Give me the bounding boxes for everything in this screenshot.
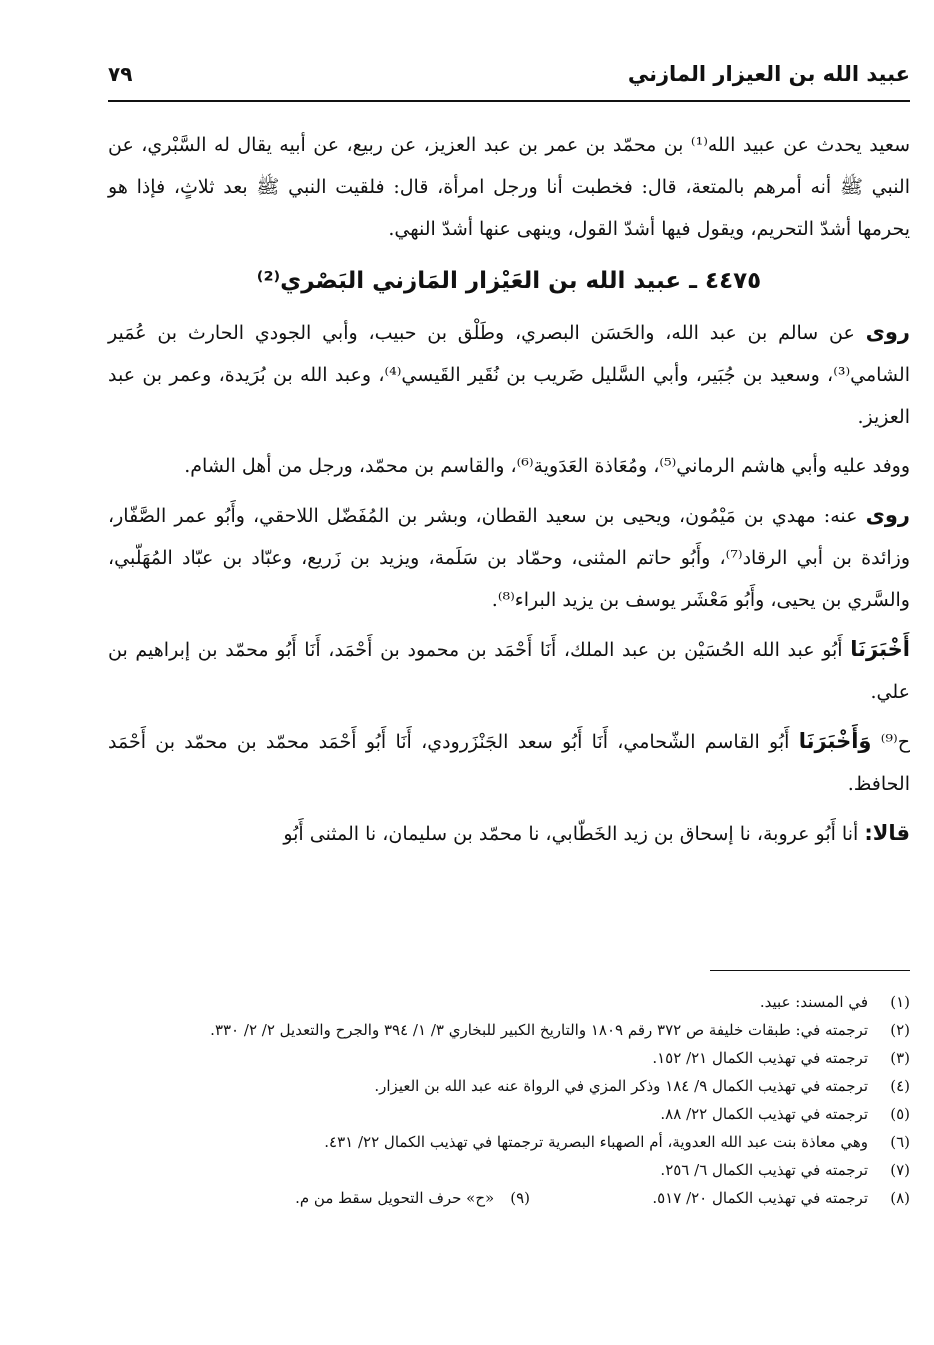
footnote-number: (٣) xyxy=(890,1049,910,1067)
keyword-akhbarana: أَخْبَرَنَا xyxy=(850,637,910,661)
running-title: عبيد الله بن العيزار المازني xyxy=(627,62,910,86)
footnote xyxy=(108,1128,910,1156)
footnote-number: (٢) xyxy=(890,1021,910,1039)
footnote xyxy=(108,988,910,1016)
page-number: ٧٩ xyxy=(108,62,133,86)
footnote-number: (٨) xyxy=(890,1189,910,1207)
paragraph-7 xyxy=(108,812,910,855)
footnote-number: (٥) xyxy=(890,1105,910,1123)
footnote-number: (١) xyxy=(890,993,910,1011)
footnotes xyxy=(108,988,910,1212)
footnote-number: (٦) xyxy=(890,1133,910,1151)
footnote-row xyxy=(108,1184,910,1212)
footnote xyxy=(652,1184,910,1212)
paragraph-1: سعيد يحدث عن عبيد الله⁽¹⁾ بن محمّد بن عمر بن عبد العزيز، عن ربيع، عن أبيه يقال له السَّبْري، عن النبي ﷺ أنه أمرهم بالمتعة، قال: فخطبت أنا ورجل امرأة، قال: فلقيت النبي ﷺ بعد ثلاثٍ، فإذا هو يحرمها أشدّ التحريم، ويقول فيها أشدّ القول، وينهى عنها أشدّ النهي. xyxy=(108,134,910,240)
footnote xyxy=(108,1156,910,1184)
footnote xyxy=(108,1016,910,1044)
footnote-text: وهي معاذة بنت عبد الله العدوية، أم الصهباء البصرية ترجمتها في تهذيب الكمال ٢٢/ ٤٣١. xyxy=(324,1133,868,1151)
footnote-rule xyxy=(710,970,910,971)
footnote-text: ترجمته في: طبقات خليفة ص ٣٧٢ رقم ١٨٠٩ والتاريخ الكبير للبخاري ٣/ ١/ ٣٩٤ والجرح والتعديل ٢/ ٢/ ٣٣٠. xyxy=(210,1021,868,1039)
paragraph-5-text: أَبُو عبد الله الحُسَيْن بن عبد الملك، أَنَا أَحْمَد بن محمود بن أَحْمَد، أَنَا أَبُو محمّد بن إبراهيم بن علي. xyxy=(108,639,910,703)
footnote-text: ترجمته في تهذيب الكمال ٢٢/ ٨٨. xyxy=(660,1105,868,1123)
paragraph-4 xyxy=(108,494,910,621)
footnote-number: (٤) xyxy=(890,1077,910,1095)
footnote-number: (٩) xyxy=(510,1189,530,1207)
footnote xyxy=(108,1100,910,1128)
paragraph-2 xyxy=(108,311,910,438)
footnote-text: ترجمته في تهذيب الكمال ٦/ ٢٥٦. xyxy=(660,1161,868,1179)
paragraph-7-text: أنا أَبُو عروبة، نا إسحاق بن زيد الخَطّابي، نا محمّد بن سليمان، نا المثنى أَبُو xyxy=(283,823,865,845)
paragraph-4-text: عنه: مهدي بن مَيْمُون، ويحيى بن سعيد القطان، وبشر بن المُفَضّل اللاحقي، وأَبُو عمر الصَّفّار، وزائدة بن أبي الرقاد⁽⁷⁾، وأَبُو حاتم المثنى، وحمّاد بن سَلَمة، ويزيد بن زَريع، وعبّاد بن عبّاد المُهَلّبي، والسَّري بن يحيى، وأَبُو مَعْشَر يوسف بن يزيد البراء⁽⁸⁾. xyxy=(108,505,910,611)
paragraph-6 xyxy=(108,720,910,805)
footnote xyxy=(295,1184,530,1212)
keyword-wa-akhbarana: وَأَخْبَرَنَا xyxy=(798,729,872,753)
footnote-text: ترجمته في تهذيب الكمال ٢١/ ١٥٢. xyxy=(652,1049,868,1067)
keyword-qala: قالا: xyxy=(864,821,910,845)
main-text xyxy=(108,124,910,862)
footnote-text: في المسند: عبيد. xyxy=(759,993,868,1011)
paragraph-2-text: عن سالم بن عبد الله، والحَسَن البصري، وطَلْق بن حبيب، وأبي الجودي الحارث بن عُمَير الشامي⁽³⁾، وسعيد بن جُبَير، وأبي السَّليل ضَريب بن نُقَير القَيسي⁽⁴⁾، وعبد الله بن بُرَيدة، وعمر بن عبد العزيز. xyxy=(108,322,910,428)
entry-heading: ٤٤٧٥ ـ عبيد الله بن العَيْزار المَازني البَصْري⁽²⁾ xyxy=(256,268,762,294)
footnote-text: «ح» حرف التحويل سقط من م. xyxy=(295,1189,495,1207)
footnote xyxy=(108,1044,910,1072)
paragraph-6-text: أَبُو القاسم الشّحامي، أَنَا أَبُو سعد الجَنْزَرودي، أَنَا أَبُو أَحْمَد محمّد بن محمّد بن أَحْمَد الحافظ. xyxy=(108,731,910,795)
footnote-text: ترجمته في تهذيب الكمال ٢٠/ ٥١٧. xyxy=(652,1189,868,1207)
paragraph-3: ووفد عليه وأبي هاشم الرماني⁽⁵⁾، ومُعَاذة العَدَوية⁽⁶⁾، والقاسم بن محمّد، ورجل من أهل الشام. xyxy=(184,455,910,477)
footnote-number: (٧) xyxy=(890,1161,910,1179)
footnote xyxy=(108,1072,910,1100)
keyword-rawa-anhu: روى xyxy=(865,503,910,527)
tahwil-mark: ح⁽⁹⁾ xyxy=(871,731,910,753)
keyword-rawa: روى xyxy=(865,320,910,344)
header-rule xyxy=(108,100,910,102)
running-header xyxy=(108,58,910,98)
paragraph-5 xyxy=(108,628,910,713)
footnote-text: ترجمته في تهذيب الكمال ٩/ ١٨٤ وذكر المزي في الرواة عنه عبد الله بن العيزار. xyxy=(374,1077,868,1095)
